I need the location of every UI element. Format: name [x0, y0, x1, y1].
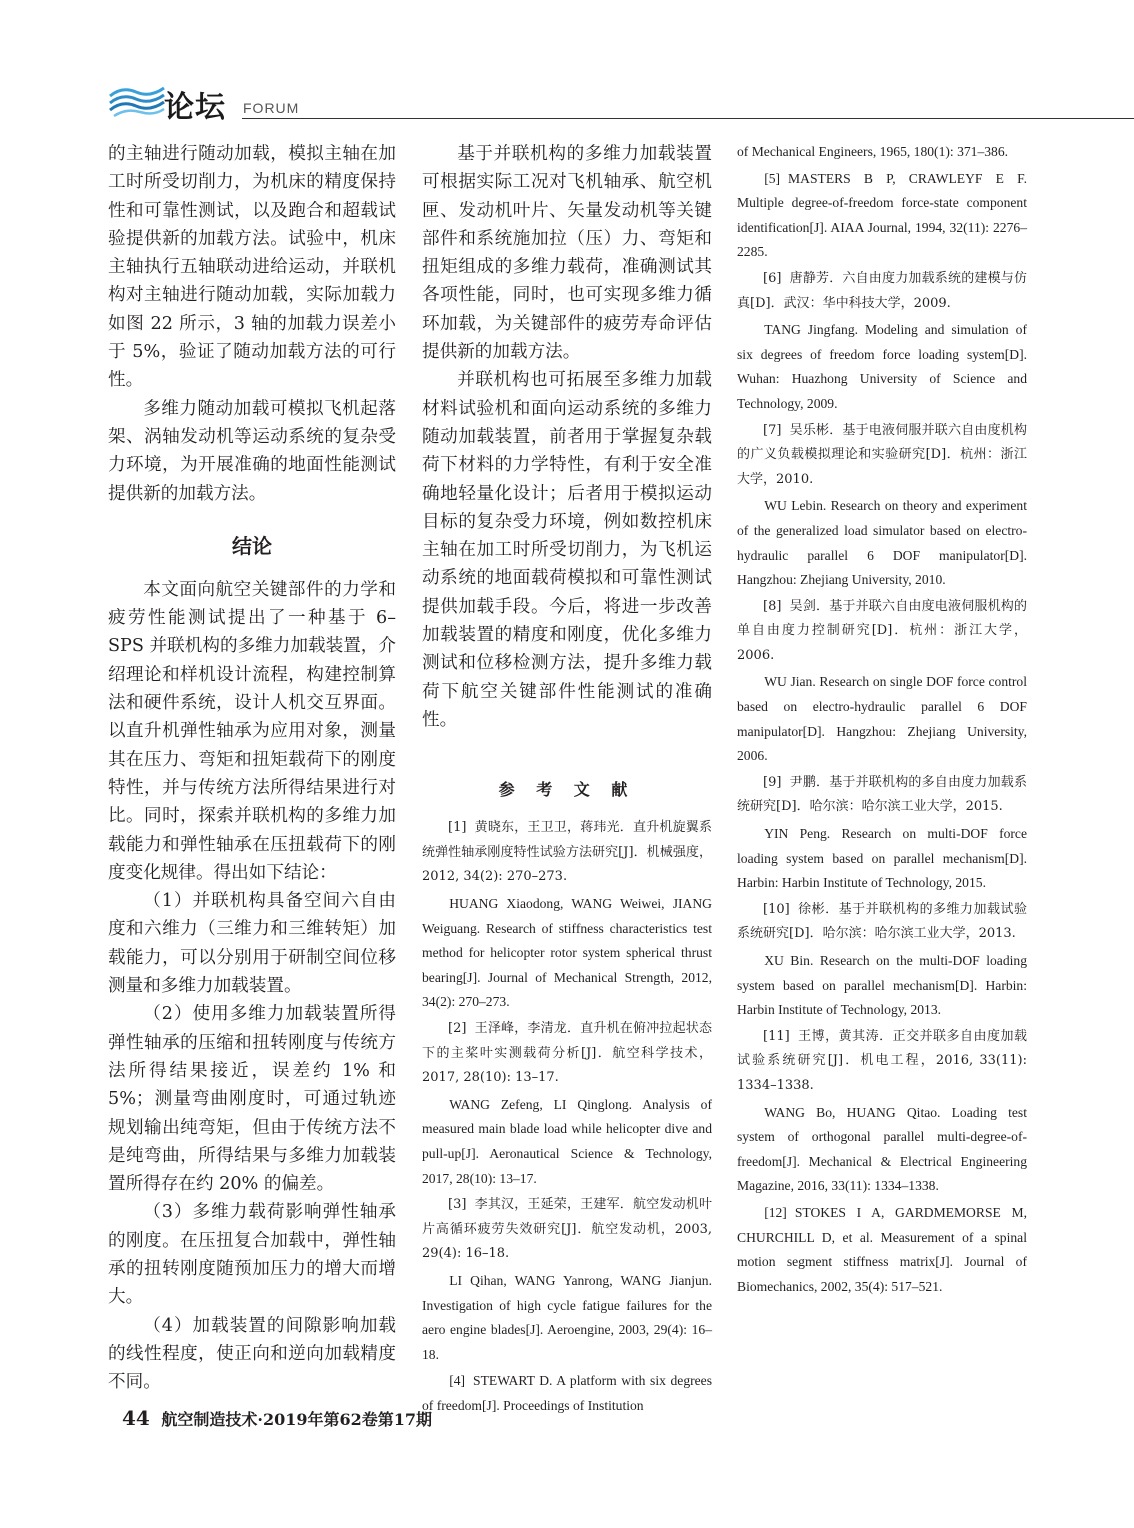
reference-text: 吴乐彬．基于电液伺服并联六自由度机构的广义负载模拟理论和实验研究[D]．杭州：浙江大学，2010. — [737, 422, 1027, 487]
column-2 — [422, 140, 712, 1420]
reference-text: WANG Zefeng, LI Qinglong. Analysis of measured main blade load while helicopter dive and pull-up[J]. Aeronautical Science & Technology, 2017, 28(10): 13–17. — [422, 1096, 712, 1186]
reference-text: XU Bin. Research on the multi-DOF loading system based on parallel mechanism[D]. Harbin: Harbin Institute of Technology, 2013. — [737, 953, 1027, 1018]
paragraph: 的主轴进行随动加载，模拟主轴在加工时所受切削力，为机床的精度保持性和可靠性测试，以及跑合和超载试验提供新的加载方法。试验中，机床主轴执行五轴联动进给运动，并联机构对主轴进行随动加载，实际加载力如图 22 所示，3 轴的加载力误差小于 5%，验证了随动加载方法的可行性。 — [108, 144, 396, 391]
reference-entry — [737, 949, 1027, 1023]
reference-text: 唐静芳．六自由度力加载系统的建模与仿真[D]．武汉：华中科技大学，2009. — [737, 270, 1027, 311]
conclusion-item-1: （1）并联机构具备空间六自由度和六维力（三维力和三维转矩）加载能力，可以分别用于研制空间位移测量和多维力加载装置。 — [108, 891, 396, 997]
column-1 — [108, 140, 396, 1396]
section-title-conclusion: 结论 — [232, 533, 272, 558]
conclusion-item-2: （2）使用多维力加载装置所得弹性轴承的压缩和扭转刚度与传统方法所得结果接近，误差约 1% 和 5%；测量弯曲刚度时，可通过轨迹规划输出纯弯矩，但由于传统方法不是纯弯曲，所得结果与多维力加载装置所得存在约 20% 的偏差。 — [108, 1004, 396, 1195]
reference-entry — [737, 1101, 1027, 1199]
reference-entry — [737, 771, 1027, 820]
column-3 — [737, 140, 1027, 1301]
conclusion-item-4: （4）加载装置的间隙影响加载的线性程度，使正向和逆向加载精度不同。 — [108, 1315, 396, 1393]
reference-list — [737, 140, 1027, 1299]
reference-entry — [737, 1201, 1027, 1299]
reference-entry — [737, 167, 1027, 265]
reference-number: [12] — [764, 1204, 787, 1220]
reference-text: 王博，黄其涛．正交并联多自由度加载试验系统研究[J]．机电工程，2016, 33(11): 1334–1338. — [737, 1028, 1027, 1093]
reference-text: TANG Jingfang. Modeling and simulation of six degrees of freedom force loading system[D]. Wuhan: Huazhong University of Science and Technology, 2009. — [737, 322, 1027, 411]
page-number: 44 — [122, 1406, 150, 1430]
reference-number: [2] — [448, 1020, 467, 1036]
section-label-en: FORUM — [243, 100, 300, 116]
reference-number: [4] — [449, 1373, 466, 1389]
reference-entry — [737, 822, 1027, 896]
reference-entry — [737, 419, 1027, 493]
reference-text: YIN Peng. Research on multi-DOF force loading system based on parallel mechanism[D]. Harbin: Harbin Institute of Technology, 2015. — [737, 826, 1027, 891]
page-header — [108, 80, 1134, 130]
reference-text: HUANG Xiaodong, WANG Weiwei, JIANG Weiguang. Research of stiffness characteristics test method for helicopter rotor system spherical thrust bearing[J]. Journal of Mechanical Strength, 2012, 34(2): 270–273. — [422, 896, 712, 1010]
reference-list — [422, 816, 712, 1418]
reference-text: of Mechanical Engineers, 1965, 180(1): 371–386. — [737, 144, 1009, 159]
reference-entry — [737, 670, 1027, 768]
paragraph: 多维力随动加载可模拟飞机起落架、涡轴发动机等运动系统的复杂受力环境，为开展准确的地面性能测试提供新的加载方法。 — [108, 398, 396, 504]
reference-entry — [737, 898, 1027, 947]
reference-number: [1] — [448, 820, 467, 836]
reference-text: 王泽峰，李清龙．直升机在俯冲拉起状态下的主桨叶实测载荷分析[J]．航空科学技术，2017, 28(10): 13–17. — [422, 1020, 712, 1086]
reference-number: [7] — [763, 422, 782, 438]
reference-number: [6] — [763, 270, 782, 286]
page-footer — [122, 1406, 432, 1430]
reference-entry — [422, 816, 712, 890]
reference-text: 李其汉，王延荣，王建军．航空发动机叶片高循环疲劳失效研究[J]．航空发动机，2003, 29(4): 16–18. — [422, 1197, 712, 1262]
reference-number: [11] — [763, 1028, 790, 1044]
reference-text: 尹鹏．基于并联机构的多自由度力加载系统研究[D]．哈尔滨：哈尔滨工业大学，2015. — [737, 774, 1027, 815]
reference-entry — [737, 140, 1027, 165]
reference-text: MASTERS B P, CRAWLEYF E F. Multiple degree-of-freedom force-state component identification[J]. AIAA Journal, 1994, 32(11): 2276–2285. — [737, 170, 1027, 260]
reference-text: 徐彬．基于并联机构的多维力加载试验系统研究[D]．哈尔滨：哈尔滨工业大学，2013. — [737, 901, 1027, 942]
reference-text: WU Jian. Research on single DOF force control based on electro-hydraulic parallel 6 DOF manipulator[D]. Hangzhou: Zhejiang University, 2006. — [737, 674, 1027, 764]
reference-entry — [422, 1269, 712, 1367]
journal-info: 航空制造技术·2019年第62卷第17期 — [161, 1410, 433, 1429]
reference-entry — [422, 1193, 712, 1267]
paragraph: 基于并联机构的多维力加载装置可根据实际工况对飞机轴承、航空机匣、发动机叶片、矢量发动机等关键部件和系统施加拉（压）力、弯矩和扭矩组成的多维力载荷，准确测试其各项性能，同时，也可实现多维力循环加载，为关键部件的疲劳寿命评估提供新的加载方法。 — [422, 144, 712, 363]
reference-entry — [737, 595, 1027, 669]
reference-text: 吴剑．基于并联六自由度电液伺服机构的单自由度力控制研究[D]．杭州：浙江大学，2006. — [737, 598, 1027, 663]
reference-entry — [737, 1025, 1027, 1099]
reference-entry — [422, 892, 712, 1015]
reference-entry — [422, 1093, 712, 1191]
reference-text: STOKES I A, GARDMEMORSE M, CHURCHILL D, et al. Measurement of a spinal motion segment stiffness matrix[J]. Journal of Biomechanics, 2002, 35(4): 517–521. — [737, 1204, 1027, 1294]
reference-entry — [737, 494, 1027, 592]
paragraph: 本文面向航空关键部件的力学和疲劳性能测试提出了一种基于 6–SPS 并联机构的多维力加载装置，介绍理论和样机设计流程，构建控制算法和硬件系统，设计人机交互界面。以直升机弹性轴承为应用对象，测量其在压力、弯矩和扭矩载荷下的刚度特性，并与传统方法所得结果进行对比。同时，探索并联机构的多维力加载能力和弹性轴承在压扭载荷下的刚度变化规律。得出如下结论： — [108, 579, 396, 883]
reference-text: 黄晓东，王卫卫，蒋玮光．直升机旋翼系统弹性轴承刚度特性试验方法研究[J]．机械强度，2012, 34(2): 270–273. — [422, 820, 712, 885]
reference-number: [10] — [763, 901, 790, 917]
paragraph: 并联机构也可拓展至多维力加载材料试验机和面向运动系统的多维力随动加载装置，前者用于掌握复杂载荷下材料的力学特性，有利于安全准确地轻量化设计；后者用于模拟运动目标的复杂受力环境，例如数控机床主轴在加工时所受切削力，为飞机运动系统的地面载荷模拟和可靠性测试提供加载手段。今后，将进一步改善加载装置的精度和刚度，优化多维力测试和位移检测方法，提升多维力载荷下航空关键部件性能测试的准确性。 — [422, 370, 712, 730]
reference-entry — [737, 267, 1027, 316]
waves-logo-icon — [108, 82, 166, 118]
references-title: 参 考 文 献 — [498, 780, 636, 800]
reference-number: [3] — [448, 1197, 467, 1213]
reference-text: WANG Bo, HUANG Qitao. Loading test system of orthogonal parallel multi-degree-of-freedom[J]. Mechanical & Electrical Engineering Magazine, 2016, 33(11): 1334–1338. — [737, 1104, 1027, 1194]
reference-text: STEWART D. A platform with six degrees of freedom[J]. Proceedings of Institution — [422, 1373, 712, 1413]
reference-text: LI Qihan, WANG Yanrong, WANG Jianjun. Investigation of high cycle fatigue failures for the aero engine blades[J]. Aeroengine, 2003, 29(4): 16–18. — [422, 1272, 712, 1362]
reference-number: [5] — [764, 170, 781, 186]
reference-number: [8] — [763, 598, 782, 614]
section-label: 论坛 — [164, 90, 226, 125]
reference-entry — [737, 318, 1027, 416]
reference-number: [9] — [763, 774, 782, 790]
header-rule — [242, 118, 1134, 119]
conclusion-item-3: （3）多维力载荷影响弹性轴承的刚度。在压扭复合加载中，弹性轴承的扭转刚度随预加压力的增大而增大。 — [108, 1202, 396, 1308]
reference-text: WU Lebin. Research on theory and experiment of the generalized load simulator based on electro-hydraulic parallel 6 DOF manipulator[D]. Hangzhou: Zhejiang University, 2010. — [737, 498, 1027, 588]
reference-entry — [422, 1017, 712, 1091]
reference-entry — [422, 1369, 712, 1418]
